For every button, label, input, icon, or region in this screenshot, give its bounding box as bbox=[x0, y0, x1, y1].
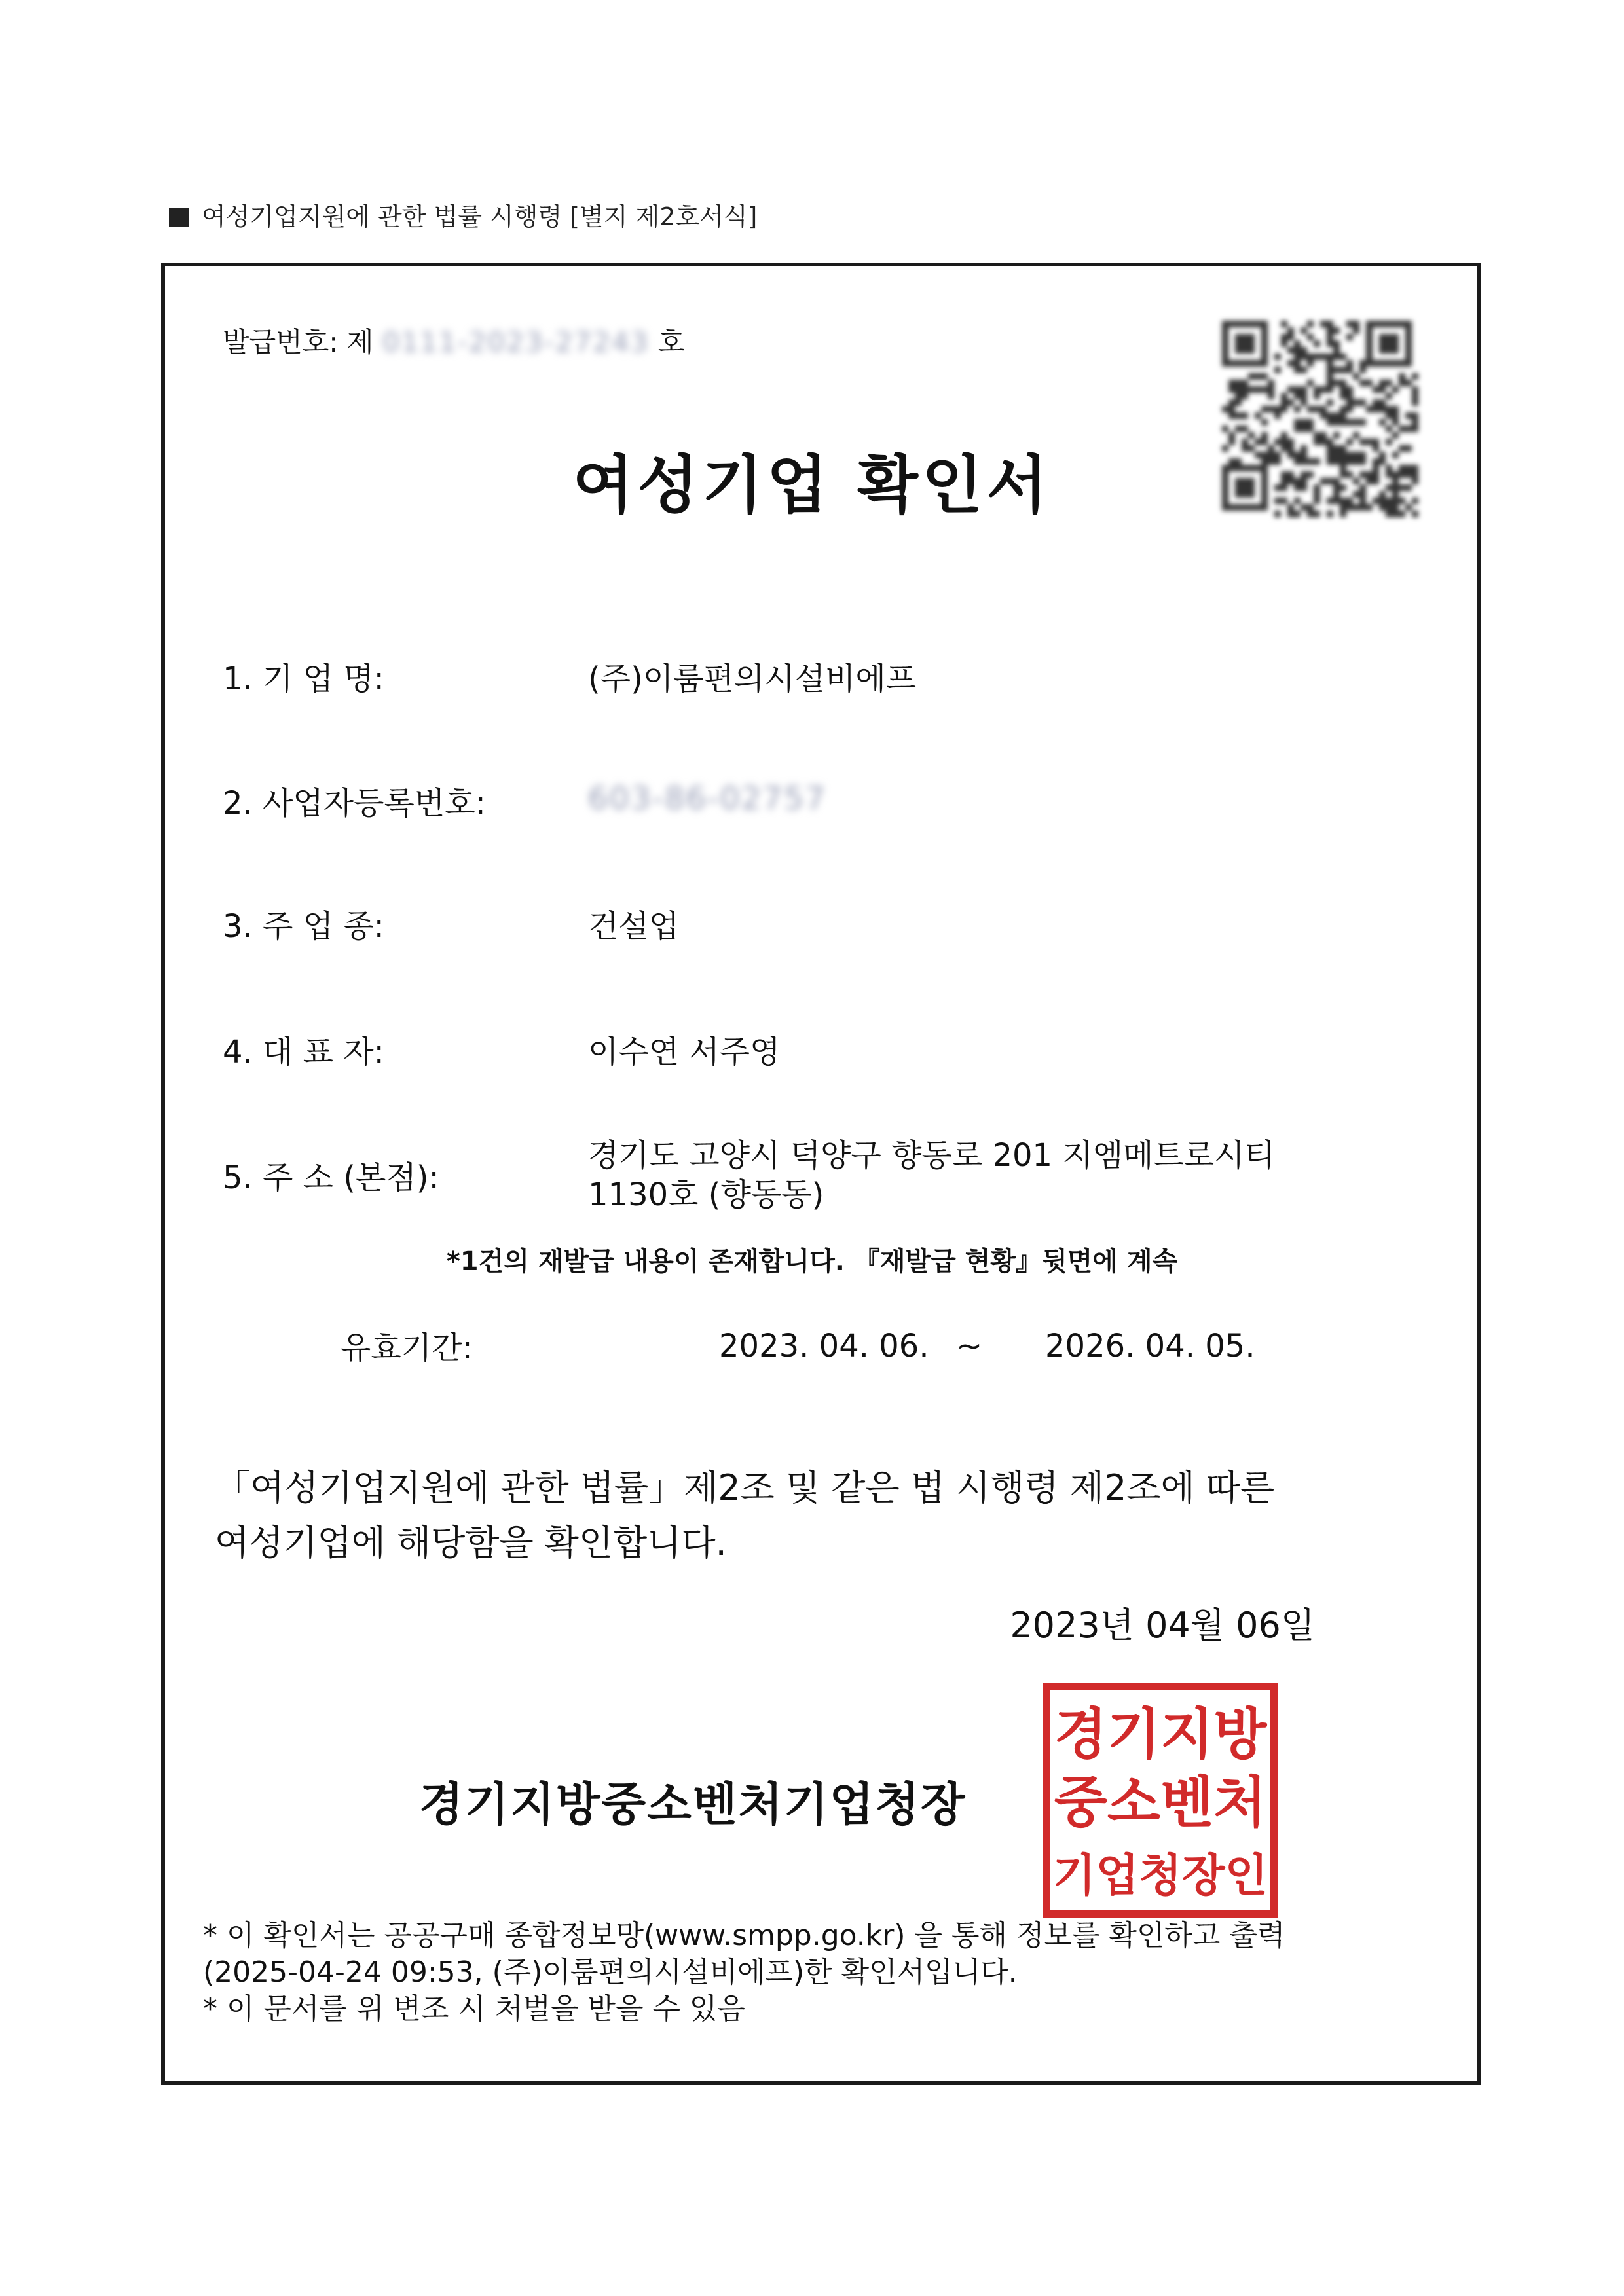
field-value-industry: 건설업 bbox=[588, 908, 680, 945]
square-bullet-icon bbox=[169, 208, 189, 227]
field-value-address-line1: 경기도 고양시 덕양구 향동로 201 지엠메트로시티 bbox=[588, 1137, 1275, 1174]
validity-start: 2023. 04. 06. bbox=[719, 1328, 929, 1364]
field-value-address-line2: 1130호 (향동동) bbox=[588, 1176, 824, 1213]
official-seal-icon bbox=[1040, 1680, 1281, 1921]
seal-line-1: 경기지방 bbox=[1054, 1702, 1267, 1766]
field-label-address: 5. 주 소 (본점): bbox=[223, 1159, 439, 1196]
footnote-line1: * 이 확인서는 공공구매 종합정보망(www.smpp.go.kr) 을 통해 정보를 확인하고 출력 bbox=[203, 1919, 1285, 1952]
validity-separator: ~ bbox=[956, 1328, 983, 1364]
validity-end: 2026. 04. 05. bbox=[1045, 1328, 1255, 1364]
issuer-name: 경기지방중소벤처기업청장 bbox=[419, 1777, 967, 1831]
issue-number-suffix: 호 bbox=[657, 326, 685, 358]
field-value-representative: 이수연 서주영 bbox=[588, 1034, 781, 1070]
field-label-industry: 3. 주 업 종: bbox=[223, 908, 384, 945]
field-value-business-number: 603-86-02757 bbox=[588, 780, 827, 817]
form-reference-text: 여성기업지원에 관한 법률 시행령 [별지 제2호서식] bbox=[202, 202, 758, 231]
form-reference bbox=[169, 196, 757, 232]
field-label-business-number: 2. 사업자등록번호: bbox=[223, 785, 486, 822]
certification-line2: 여성기업에 해당함을 확인합니다. bbox=[215, 1522, 727, 1563]
validity-label: 유효기간: bbox=[341, 1330, 473, 1366]
footnote-line2: (2025-04-24 09:53, (주)이룸편의시설비에프)한 확인서입니다. bbox=[203, 1956, 1018, 1989]
issue-number-prefix: 발급번호: 제 bbox=[223, 326, 374, 358]
footnote-line3: * 이 문서를 위 변조 시 처벌을 받을 수 있음 bbox=[203, 1992, 745, 2026]
issue-number bbox=[223, 321, 684, 360]
issue-number-value: 0111-2023-27243 bbox=[382, 326, 650, 358]
field-label-representative: 4. 대 표 자: bbox=[223, 1034, 384, 1070]
document-title: 여성기업 확인서 bbox=[572, 448, 1052, 522]
issue-date: 2023년 04월 06일 bbox=[1010, 1605, 1315, 1646]
field-label-company: 1. 기 업 명: bbox=[223, 661, 384, 697]
seal-line-2: 중소벤처 bbox=[1054, 1770, 1267, 1834]
field-value-company: (주)이룸편의시설비에프 bbox=[588, 661, 917, 697]
reissue-note: *1건의 재발급 내용이 존재합니다. 『재발급 현황』뒷면에 계속 bbox=[446, 1247, 1178, 1277]
seal-line-3: 기업청장인 bbox=[1052, 1850, 1268, 1902]
certification-line1: 「여성기업지원에 관한 법률」제2조 및 같은 법 시행령 제2조에 따른 bbox=[215, 1467, 1275, 1508]
